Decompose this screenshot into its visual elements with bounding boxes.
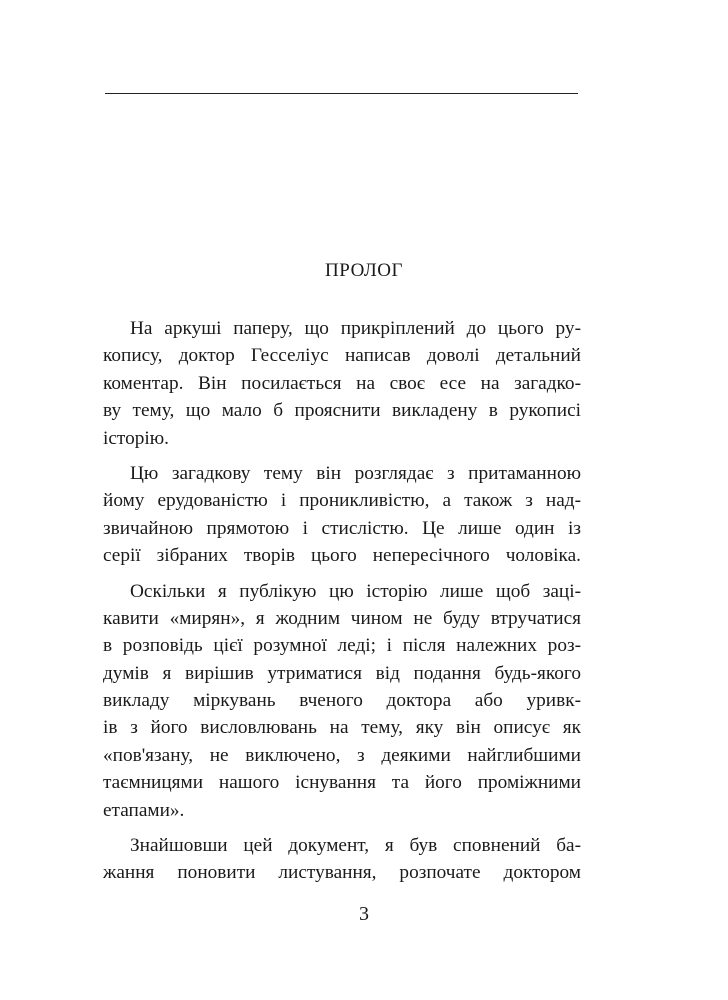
- page-number: 3: [359, 903, 369, 925]
- text-line: ву тему, що мало б прояснити викладену в рукописі: [103, 400, 581, 422]
- paragraph-4: [103, 832, 581, 887]
- text-line: етапами».: [103, 799, 185, 821]
- text-line: таємницями нашого існування та його проміжними: [103, 772, 581, 794]
- paragraph-3: [103, 578, 581, 825]
- text-line: серії зібраних творів цього непересічного чоловіка.: [103, 545, 581, 567]
- text-line: Знайшовши цей документ, я був сповнений ба-: [130, 835, 581, 857]
- text-line: викладу міркувань вченого доктора або уривк-: [103, 690, 581, 712]
- text-line: Цю загадкову тему він розглядає з притаманною: [130, 462, 581, 484]
- body-text: [103, 315, 581, 887]
- text-line: ів з його висловлювань на тему, яку він описує як: [103, 717, 581, 739]
- text-line: кавити «мирян», я жодним чином не буду втручатися: [103, 607, 581, 629]
- text-line: Оскільки я публікую цю історію лише щоб заці-: [130, 580, 581, 602]
- text-line: історію.: [103, 427, 169, 449]
- text-line: думів я вирішив утриматися від подання будь-якого: [103, 662, 581, 684]
- text-line: жання поновити листування, розпочате доктором: [103, 862, 581, 884]
- paragraph-2: [103, 460, 581, 570]
- paragraph-1: [103, 315, 581, 452]
- text-line: коментар. Він посилається на своє есе на загадко-: [103, 372, 581, 394]
- text-line: «пов'язану, не виключено, з деякими найглибшими: [103, 744, 581, 766]
- text-line: На аркуші паперу, що прикріплений до цього ру-: [130, 318, 581, 339]
- text-line: йому ерудованістю і проникливістю, а також з над-: [103, 490, 581, 512]
- chapter-title: ПРОЛОГ: [325, 260, 403, 281]
- text-line: звичайною прямотою і стислістю. Це лише один із: [103, 517, 581, 539]
- text-line: в розповідь цієї розумної леді; і після належних роз-: [103, 635, 581, 657]
- top-rule: [105, 93, 578, 94]
- text-line: копису, доктор Гесселіус написав доволі детальний: [103, 345, 581, 367]
